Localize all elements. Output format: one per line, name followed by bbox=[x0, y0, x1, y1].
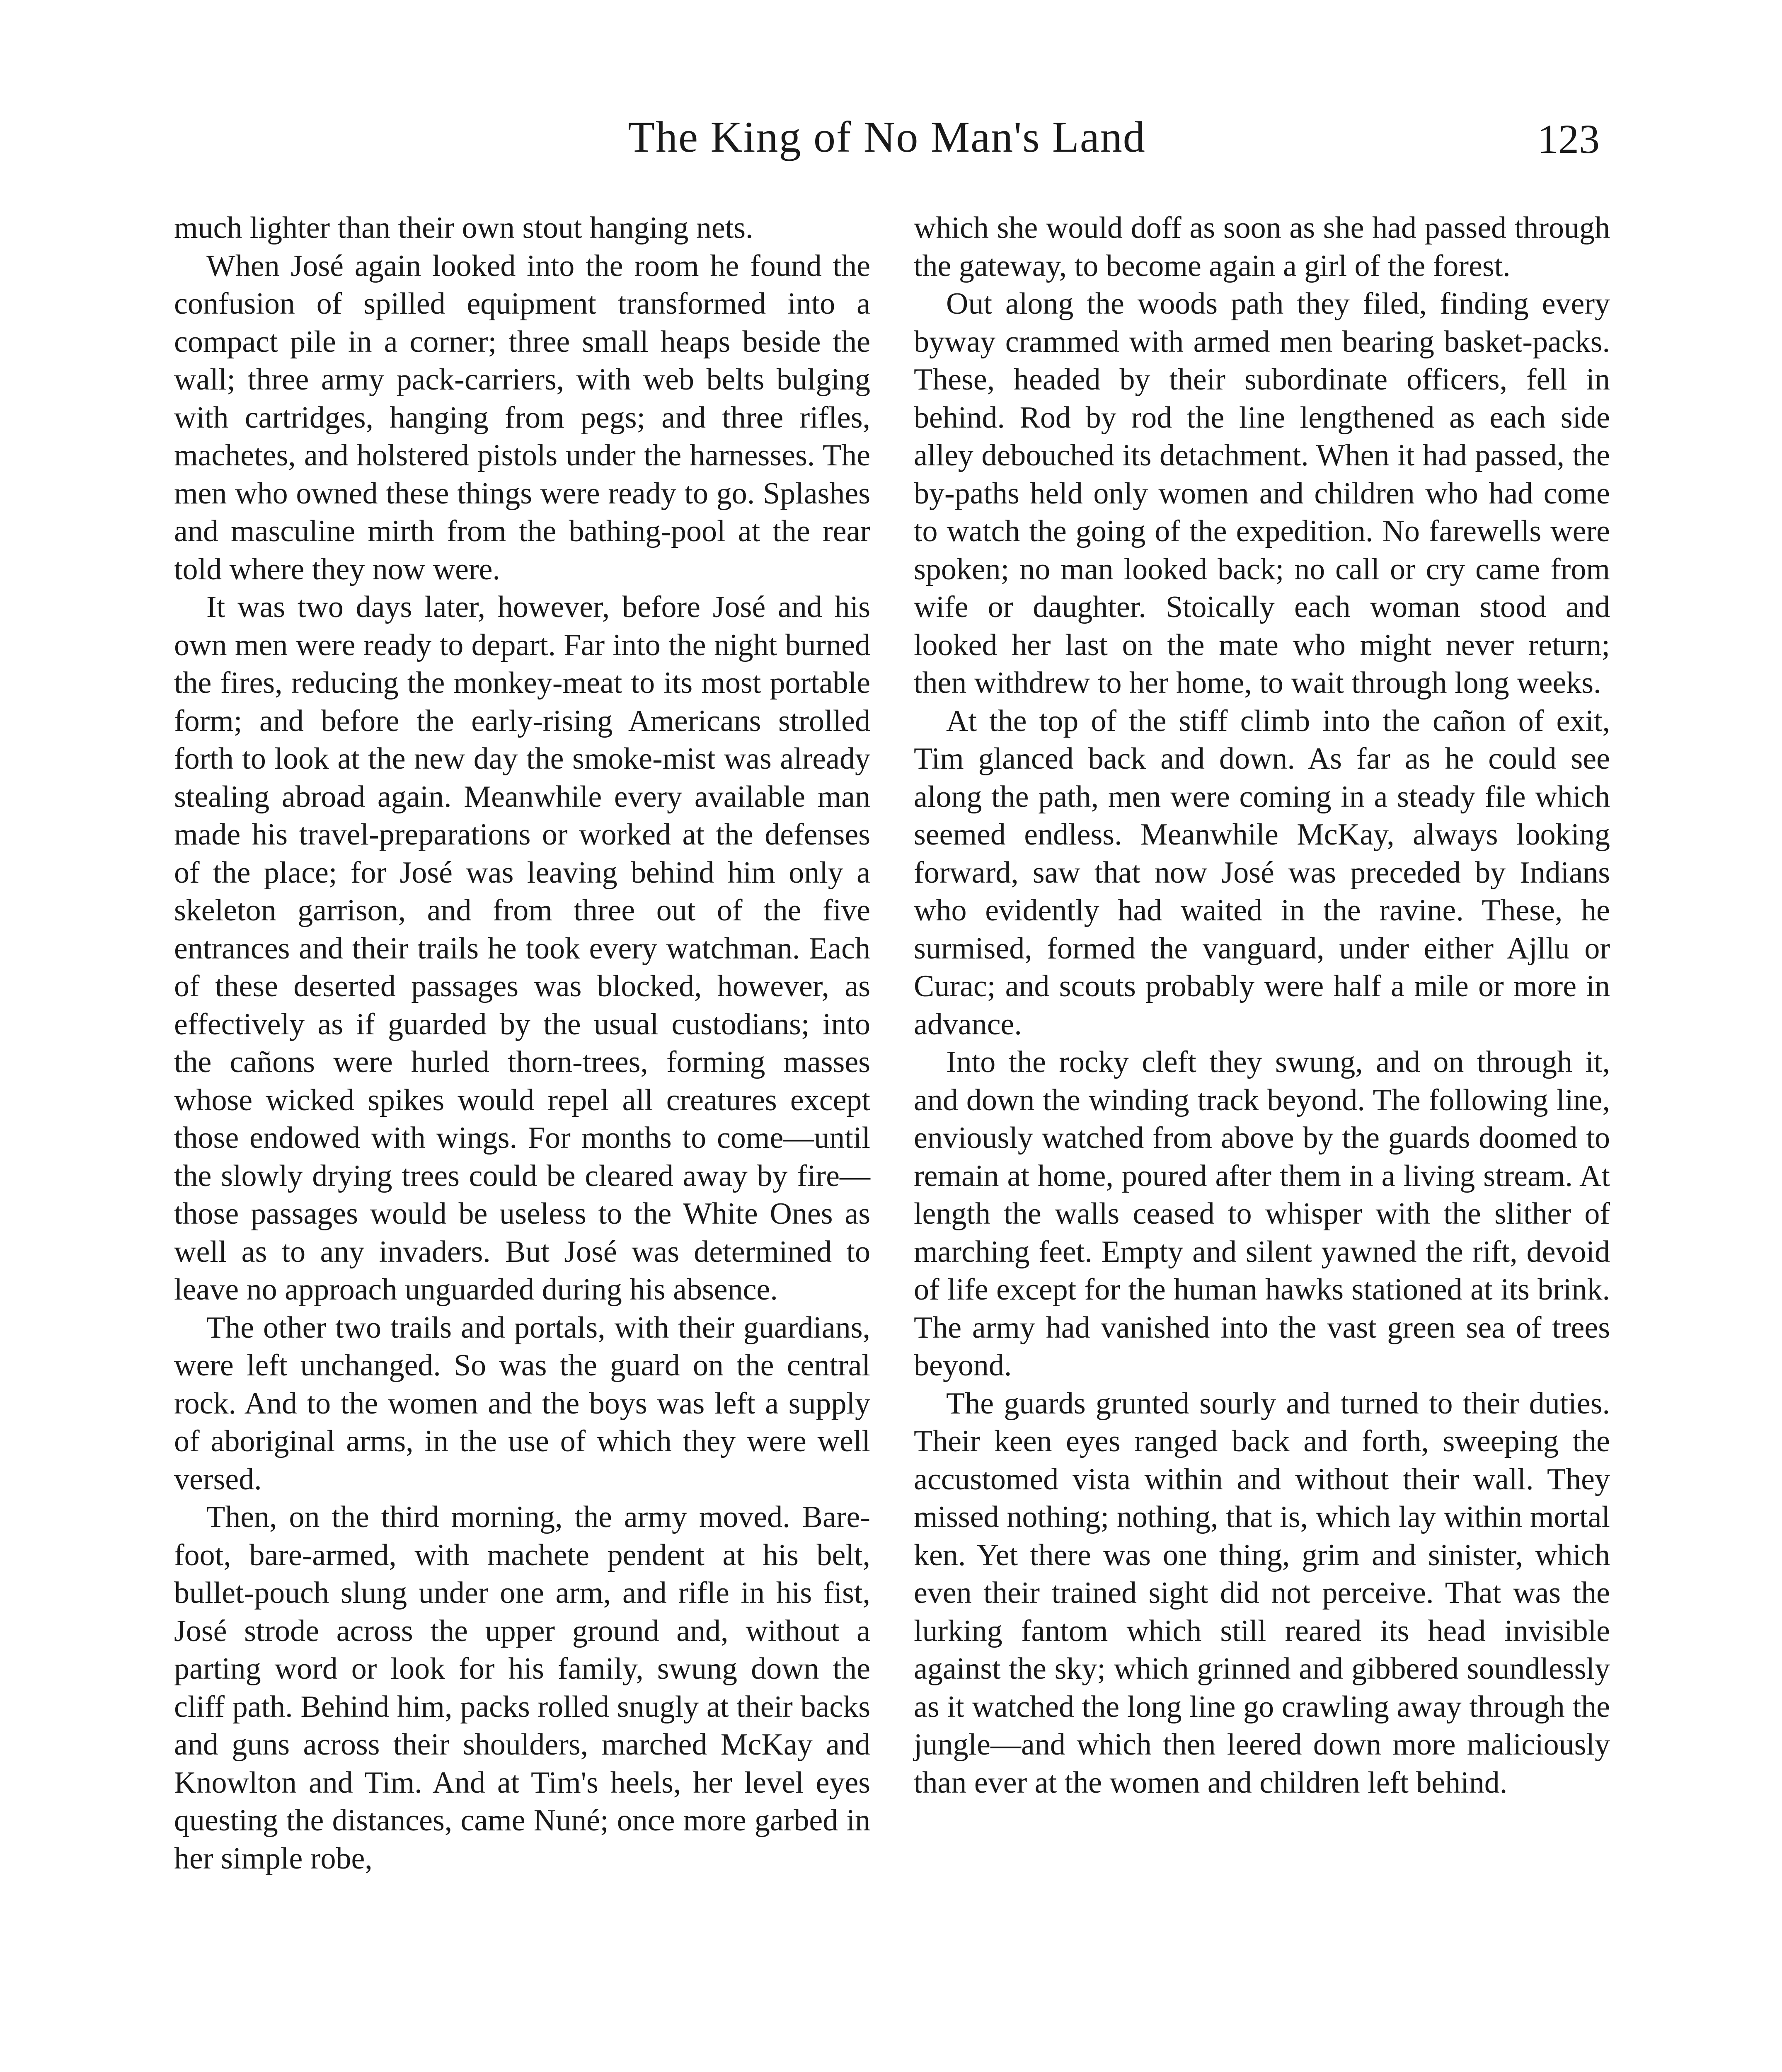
paragraph: The guards grunted sourly and turned to their duties. Their keen eyes ranged back and forth, sweeping the accustomed vista within and without their wall. They missed nothing; nothing, that is, which lay within mortal ken. Yet there was one thing, grim and sinister, which even their trained sight did not perceive. That was the lurking fantom which still reared its head invisible against the sky; which grinned and gibbered soundlessly as it watched the long line go crawling away through the jungle—and which then leered down more maliciously than ever at the women and children left behind. bbox=[914, 1386, 1610, 1800]
page-number: 123 bbox=[1537, 116, 1600, 162]
paragraph: Into the rocky cleft they swung, and on through it, and down the winding track beyond. The following line, enviously watched from above by the guards doomed to remain at home, poured after them in a living stream. At length the walls ceased to whisper with the slither of marching feet. Empty and silent yawned the rift, devoid of life except for the human hawks stationed at its brink. The army had vanished into the vast green sea of trees beyond. bbox=[914, 1045, 1610, 1382]
paragraph: which she would doff as soon as she had passed through the gateway, to become again a girl of the forest. bbox=[914, 211, 1610, 283]
paragraph: At the top of the stiff climb into the cañon of exit, Tim glanced back and down. As far as he could see along the path, men were coming in a steady file which seemed endless. Meanwhile McKay, always looking forward, saw that now José was preceded by Indians who evidently had waited in the ravine. These, he surmised, formed the vanguard, under either Ajllu or Curac; and scouts probably were half a mile or more in advance. bbox=[914, 704, 1610, 1041]
paragraph: Out along the woods path they filed, finding every byway crammed with armed men bearing basket-packs. These, headed by their subordinate officers, fell in behind. Rod by rod the line lengthened as each side alley debouched its detachment. When it had passed, the by-paths held only women and children who had come to watch the going of the expedition. No farewells were spoken; no man looked back; no call or cry came from wife or daughter. Stoically each woman stood and looked her last on the mate who might never return; then withdrew to her home, to wait through long weeks. bbox=[914, 287, 1610, 700]
right-column bbox=[914, 209, 1610, 1802]
paragraph: much lighter than their own stout hanging nets. bbox=[174, 211, 753, 245]
paragraph: It was two days later, however, before José and his own men were ready to depart. Far into the night burned the fires, reducing the monkey-meat to its most portable form; and before the early-rising Americans strolled forth to look at the new day the smoke-mist was already stealing abroad again. Meanwhile every available man made his travel-preparations or worked at the defenses of the place; for José was leaving behind him only a skeleton garrison, and from three out of the five entrances and their trails he took every watchman. Each of these deserted passages was blocked, however, as effectively as if guarded by the usual custodians; into the cañons were hurled thorn-trees, forming masses whose wicked spikes would repel all creatures except those endowed with wings. For months to come—until the slowly drying trees could be cleared away by fire—those passages would be useless to the White Ones as well as to any invaders. But José was determined to leave no approach unguarded during his absence. bbox=[174, 590, 870, 1307]
paragraph: The other two trails and portals, with their guardians, were left unchanged. So was the guard on the central rock. And to the women and the boys was left a supply of aboriginal arms, in the use of which they were well versed. bbox=[174, 1310, 870, 1496]
page-title: The King of No Man's Land bbox=[628, 113, 1146, 161]
paragraph: When José again looked into the room he found the confusion of spilled equipment transformed into a compact pile in a corner; three small heaps beside the wall; three army pack-carriers, with web belts bulging with cartridges, hanging from pegs; and three rifles, machetes, and holstered pistols under the harnesses. The men who owned these things were ready to go. Splashes and masculine mirth from the bathing-pool at the rear told where they now were. bbox=[174, 249, 870, 586]
paragraph: Then, on the third morning, the army moved. Bare-foot, bare-armed, with machete pendent at his belt, bullet-pouch slung under one arm, and rifle in his fist, José strode across the upper ground and, without a parting word or look for his family, swung down the cliff path. Behind him, packs rolled snugly at their backs and guns across their shoulders, marched McKay and Knowlton and Tim. And at Tim's heels, her level eyes questing the distances, came Nuné; once more garbed in her simple robe, bbox=[174, 1500, 870, 1876]
left-column bbox=[174, 209, 870, 1878]
running-header bbox=[174, 112, 1600, 178]
